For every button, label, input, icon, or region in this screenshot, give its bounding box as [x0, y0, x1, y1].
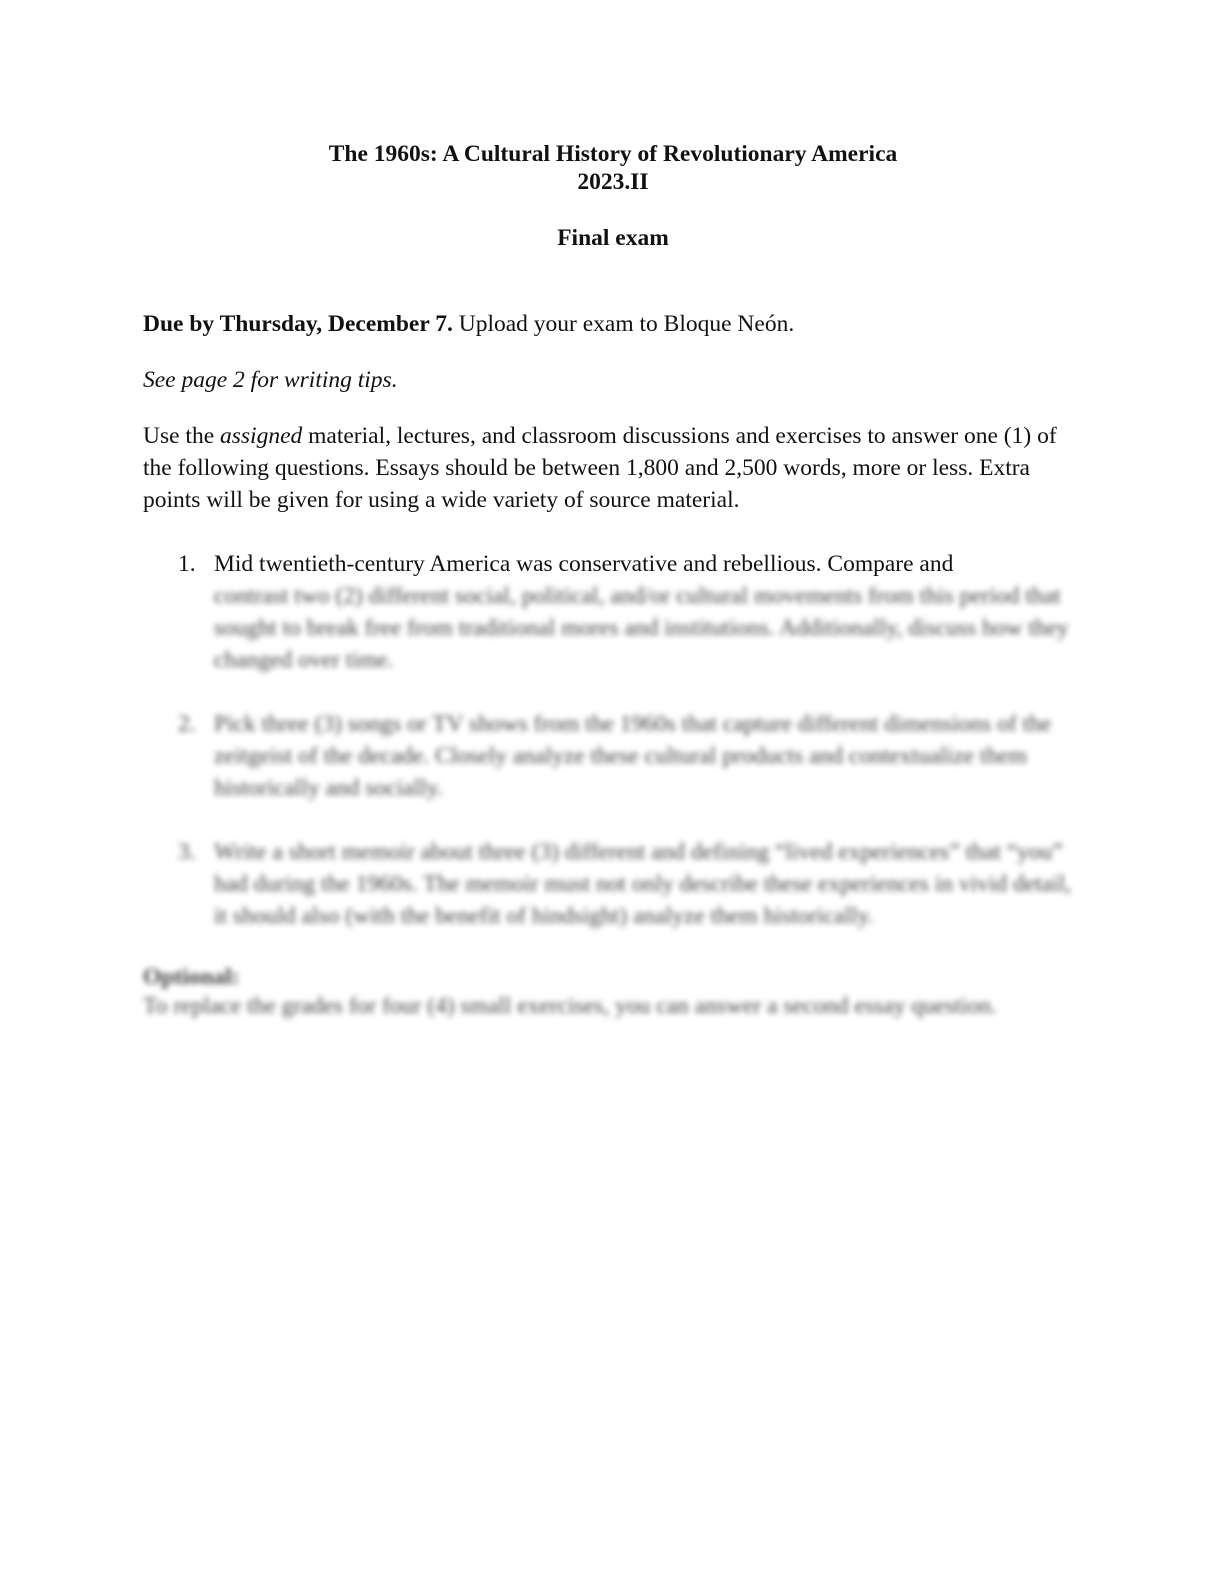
question-text-blurred: Write a short memoir about three (3) different and defining “lived experiences” that “you” had during the 1960s. The memoir must not only describe these experiences in vivid detail, it should also (with the benefit of hindsight) analyze them historically.: [214, 839, 1072, 929]
course-title: The 1960s: A Cultural History of Revolutionary America: [328, 141, 898, 167]
question-text-blurred: Pick three (3) songs or TV shows from the 1960s that capture different dimensions of the zeitgeist of the decade. Closely analyze these cultural products and contextualize them historically and socially.: [214, 711, 1052, 801]
question-item: [143, 548, 1083, 676]
question-item: [143, 836, 1083, 932]
document-header: [143, 140, 1083, 252]
optional-heading: Optional:: [143, 964, 240, 990]
term: 2023.II: [577, 169, 649, 195]
question-number: 1.: [178, 551, 196, 577]
question-number: 2.: [178, 711, 196, 737]
due-date: Due by Thursday, December 7.: [143, 311, 453, 337]
optional-section: [143, 964, 1083, 1022]
question-list: [143, 548, 1083, 932]
instructions: [143, 420, 1083, 516]
question-text: Mid twentieth-century America was conservative and rebellious. Compare and: [214, 551, 954, 577]
upload-instructions: Upload your exam to Bloque Neón.: [452, 311, 795, 337]
optional-text: To replace the grades for four (4) small exercises, you can answer a second essay question.: [143, 993, 997, 1019]
due-date-line: [143, 308, 1083, 340]
exam-document: [143, 140, 1083, 1022]
exam-title: Final exam: [557, 225, 669, 251]
instructions-text: Use the: [143, 423, 221, 449]
instructions-emphasis: assigned: [220, 423, 303, 449]
question-number: 3.: [178, 839, 196, 865]
writing-tips-note: See page 2 for writing tips.: [143, 367, 398, 393]
question-item: [143, 708, 1083, 804]
question-text-blurred: contrast two (2) different social, political, and/or cultural movements from this period that sought to break free from traditional mores and institutions. Additionally, discuss how they changed over time.: [214, 583, 1069, 673]
instructions-text-rest: material, lectures, and classroom discussions and exercises to answer one (1) of the following questions. Essays should be between 1,800 and 2,500 words, more or less. Extra points will be given for using a wide variety of source material.: [143, 423, 1057, 513]
